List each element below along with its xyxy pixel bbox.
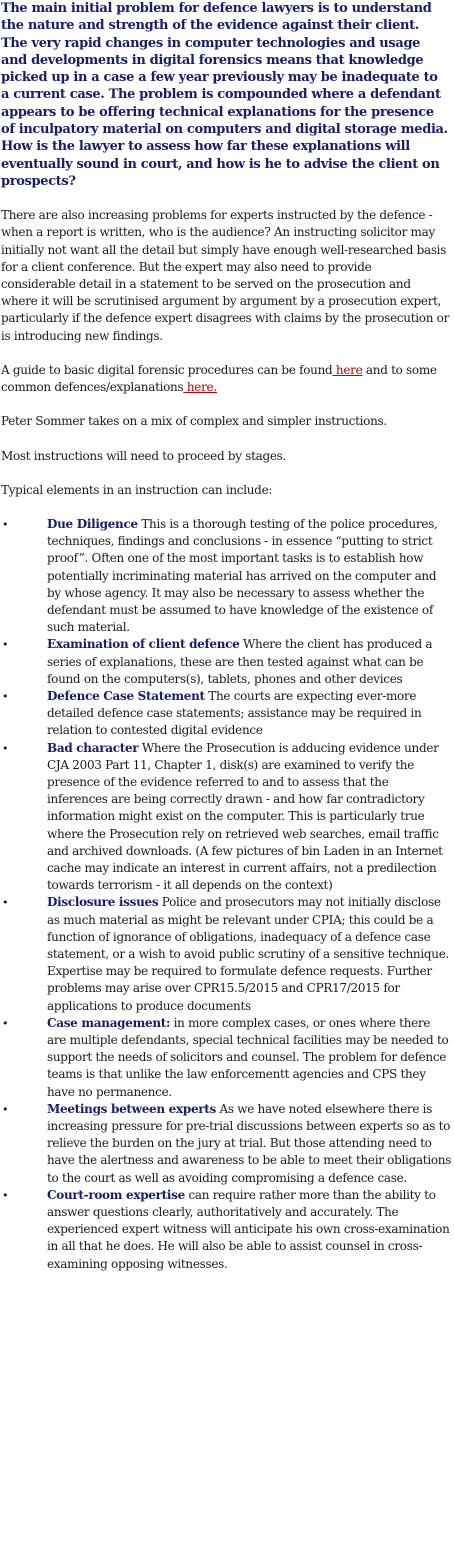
list-item-text: Where the Prosecution is adducing evidence under CJA 2003 Part 11, Chapter 1, disk(s) are examined to verify the presence of the evidence referred to and to assess that the inferences are being correctly drawn - and how far contradictory information might exist on the computer. This is particularly true where the Prosecution rely on retrieved web searches, email traffic and archived downloads. (A few pictures of bin Laden in an Internet cache may indicate an interest in current affairs, not a predilection towards terrorism - it all depends on the context)	[47, 740, 443, 893]
list-item	[0, 1015, 452, 1101]
list-item	[0, 740, 452, 895]
bullet-icon: •	[2, 517, 9, 531]
bullet-icon: •	[2, 896, 9, 910]
instructions-mix-paragraph: Peter Sommer takes on a mix of complex and simpler instructions.	[1, 414, 387, 429]
list-item	[0, 1101, 452, 1187]
list-item-term: Bad character	[47, 740, 139, 755]
typical-elements-paragraph: Typical elements in an instruction can include:	[1, 482, 273, 497]
list-item-term: Disclosure issues	[47, 895, 159, 910]
experts-paragraph: There are also increasing problems for experts instructed by the defence - when a report is written, who is the audience? An instructing solicitor may initially not want all the detail but simply have enough well-researched basis for a client conference. But the expert may also need to provide considerable detail in a statement to be served on the prosecution and where it will be scrutinised argument by argument by a prosecution expert, particularly if the defence expert disagrees with claims by the prosecution or is introducing new findings.	[1, 208, 450, 343]
bullet-icon: •	[2, 741, 9, 755]
bullet-icon: •	[2, 689, 9, 703]
list-item-term: Examination of client defence	[47, 637, 240, 652]
defences-guide-link[interactable]: here.	[183, 380, 217, 395]
list-item-term: Due Diligence	[47, 516, 138, 531]
list-item-text: This is a thorough testing of the police procedures, techniques, findings and conclusions - in essence “putting to strict proof”. Often one of the most important tasks is to establish how potentially incriminating material has arrived on the computer and by whose agency. It may also be necessary to assess whether the defendant must be assumed to have knowledge of the existence of such material.	[47, 516, 438, 635]
list-item-text: Where the client has produced a series of explanations, these are then tested against what can be found on the computers(s), tablets, phones and other devices	[47, 637, 433, 686]
stages-paragraph: Most instructions will need to proceed by stages.	[1, 448, 287, 463]
bullet-icon: •	[2, 1102, 9, 1116]
list-item-text: Police and prosecutors may not initially disclose as much material as might be relevant under CPIA; this could be a function of ignorance of obligations, inadequacy of a defence case statement, or a wish to avoid public scrutiny of a sensitive technique. Expertise may be required to formulate defence requests. Further problems may arise over CPR15.5/2015 and CPR17/2015 for applications to produce documents	[47, 895, 450, 1013]
list-item-text: The courts are expecting ever-more detailed defence case statements; assistance may be required in relation to contested digital evidence	[47, 688, 422, 738]
bullet-icon: •	[2, 1016, 9, 1030]
intro-paragraph: The main initial problem for defence lawyers is to understand the nature and strength of the evidence against their client. The very rapid changes in computer technologies and usage and developments in digital forensics means that knowledge picked up in a case a few year previously may be inadequate to a current case. The problem is compounded where a defendant appears to be offering technical explanations for the presence of inculpatory material on computers and digital storage media. How is the lawyer to assess how far these explanations will eventually sound in court, and how is he to advise the client on prospects?	[1, 1, 448, 189]
guide-paragraph	[0, 362, 449, 396]
list-item	[0, 894, 452, 1014]
list-item-text: in more complex cases, or ones where there are multiple defendants, special technical facilities may be needed to support the needs of solicitors and counsel. The problem for defence teams is that unlike the law enforcementt agencies and CPS they have no permanence.	[47, 1015, 449, 1099]
list-item-term: Court-room expertise	[47, 1187, 185, 1202]
instruction-elements-list	[0, 516, 454, 1273]
list-item-term: Meetings between experts	[47, 1101, 217, 1116]
bullet-icon: •	[2, 1188, 9, 1202]
list-item	[0, 636, 452, 688]
procedures-guide-link[interactable]: here	[332, 362, 363, 377]
list-item-text: As we have noted elsewhere there is increasing pressure for pre-trial discussions between experts so as to relieve the burden on the jury at trial. But those attending need to have the alertness and awareness to be able to meet their obligations to the court as well as avoiding compromising a defence case.	[47, 1101, 452, 1185]
list-item-term: Case management:	[47, 1015, 171, 1030]
guide-text-1: A guide to basic digital forensic procedures can be found	[1, 362, 333, 377]
list-item-term: Defence Case Statement	[47, 688, 205, 703]
list-item	[0, 1187, 452, 1273]
list-item	[0, 516, 452, 636]
list-item	[0, 688, 452, 740]
guide-text-2: and to some common defences/explanations	[1, 362, 437, 395]
bullet-icon: •	[2, 638, 9, 652]
list-item-text: can require rather more than the ability to answer questions clearly, authoritatively and accurately. The experienced expert witness will anticipate his own cross-examination in all that he does. He will also be able to assist counsel in cross-examining opposing witnesses.	[47, 1187, 450, 1271]
